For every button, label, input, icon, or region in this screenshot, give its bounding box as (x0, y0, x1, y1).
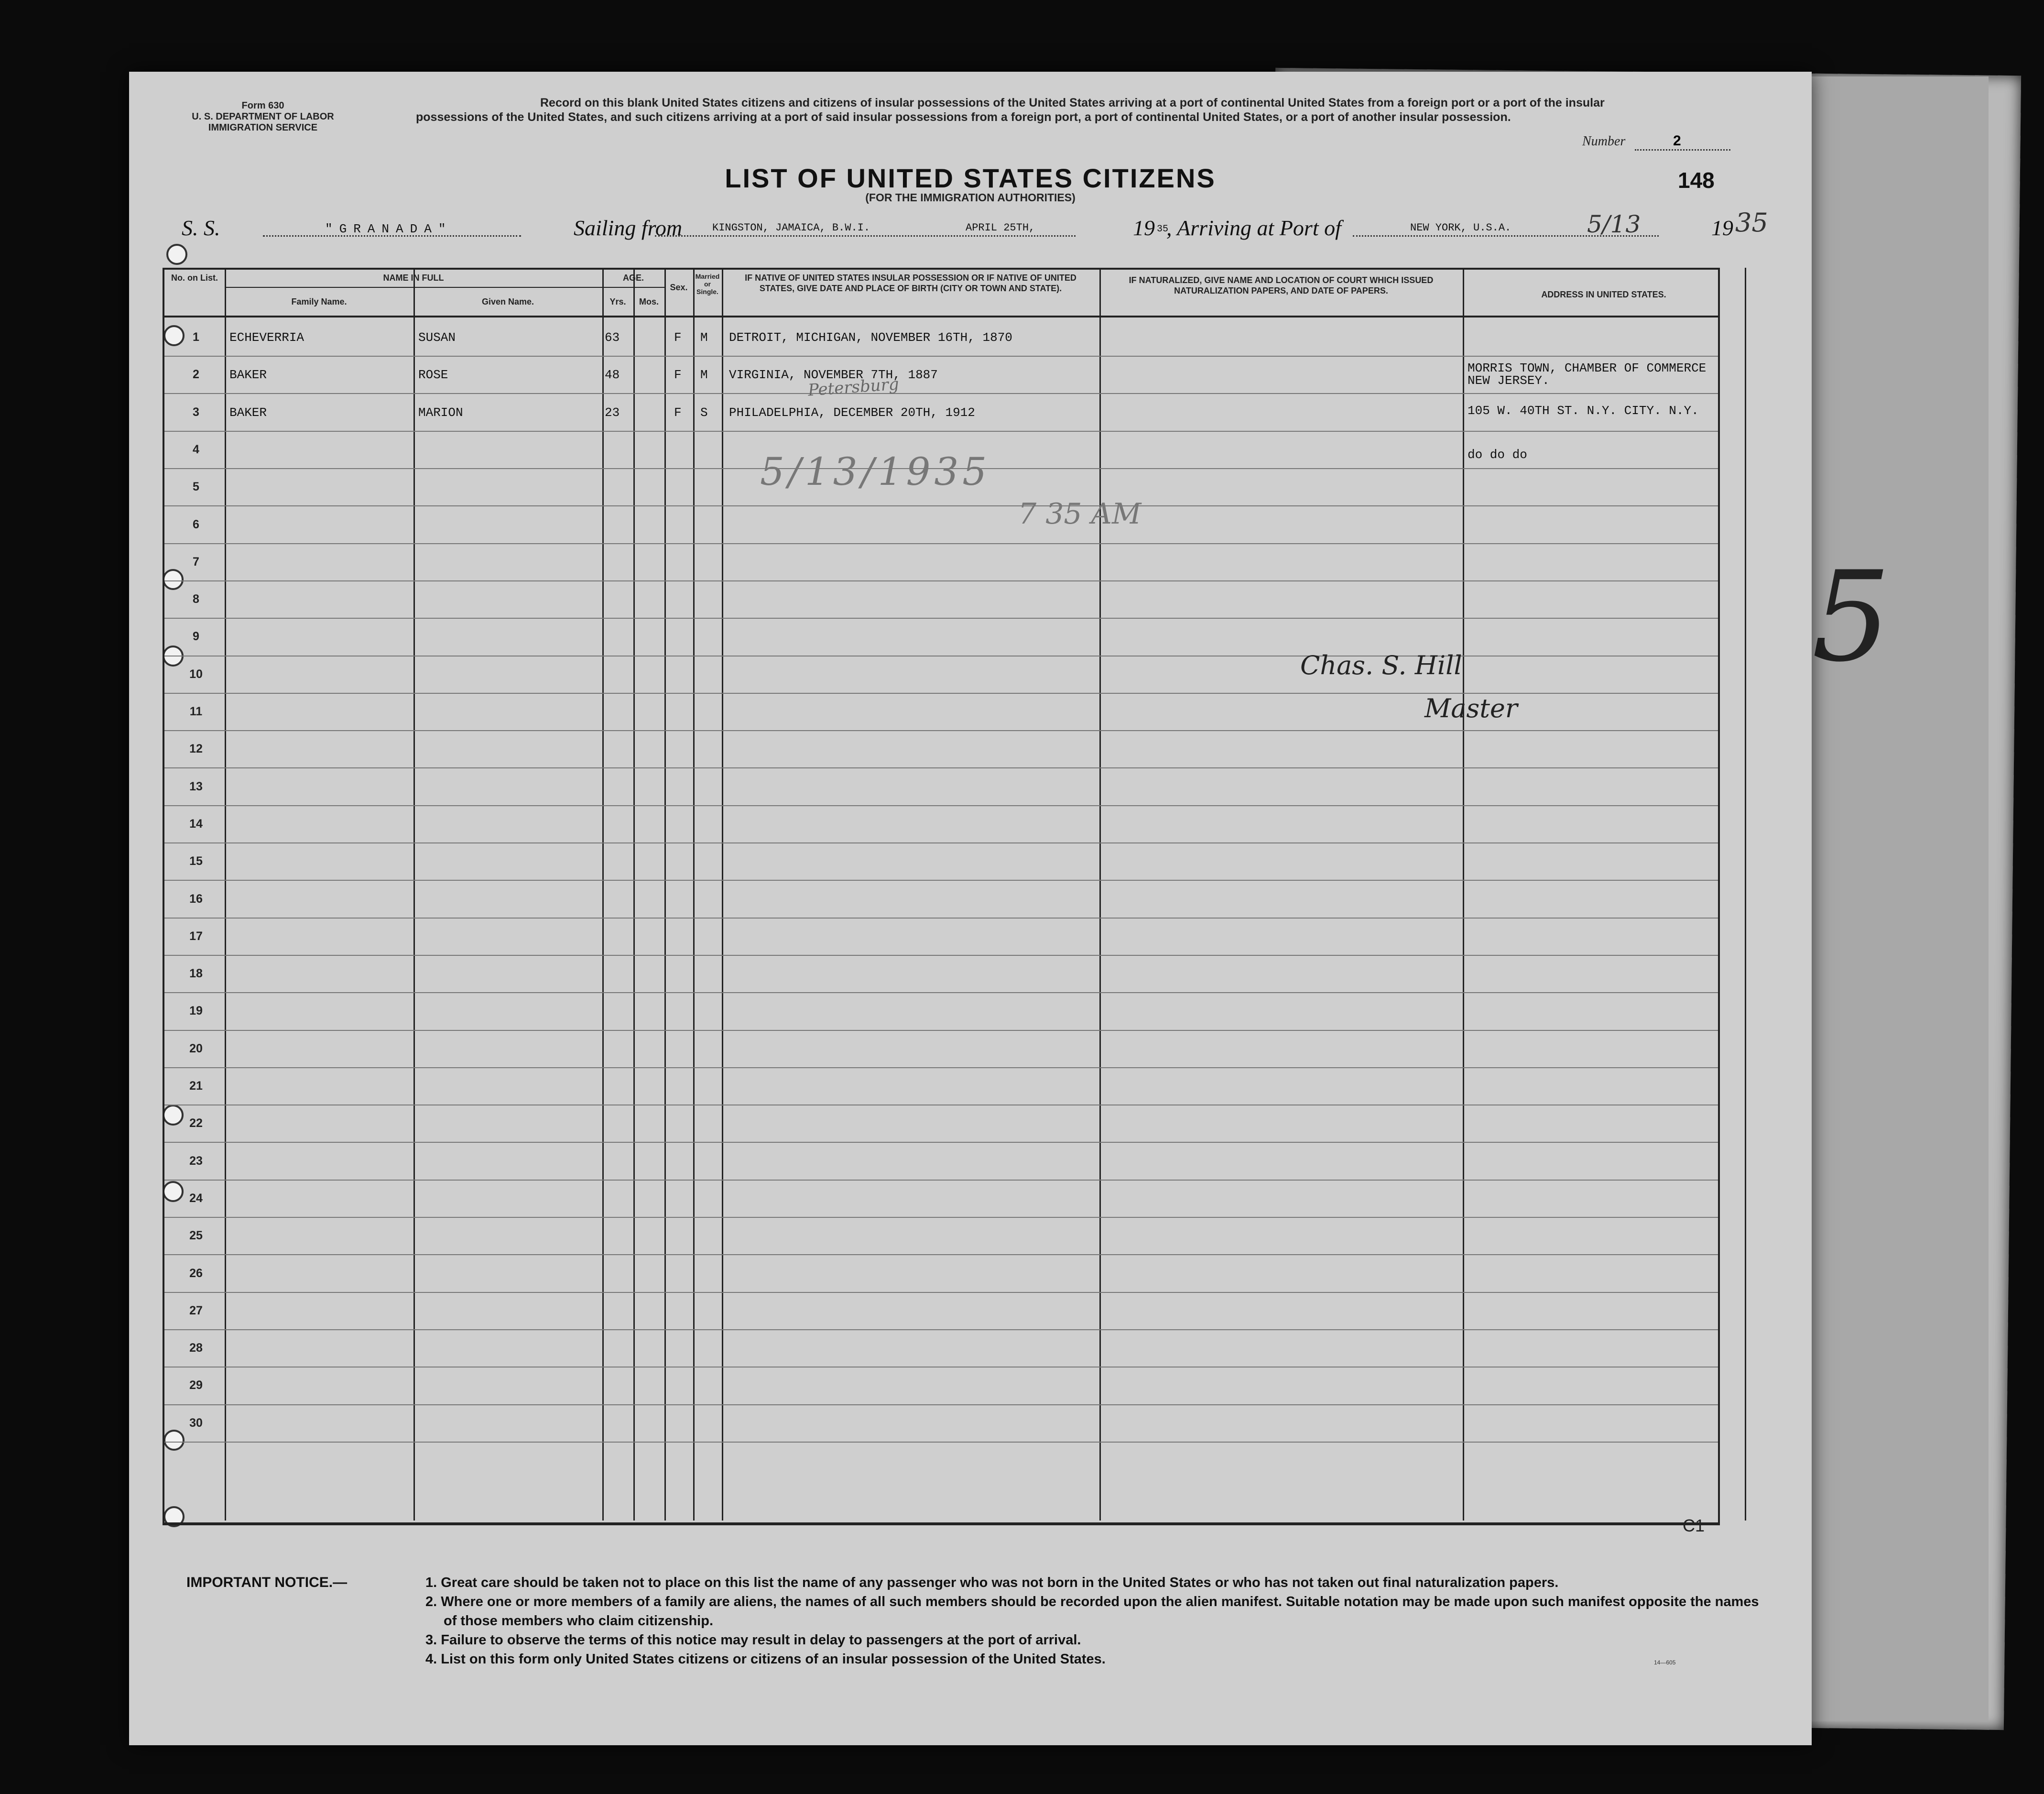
table-row-line (164, 1404, 1718, 1405)
col-divider (664, 268, 666, 1521)
cell-yrs: 48 (605, 368, 620, 383)
notice-items (425, 1573, 1764, 1669)
row-number: 19 (189, 1004, 203, 1018)
col-divider (602, 268, 604, 1521)
number-value: 2 (1673, 133, 1681, 149)
form-id-block (182, 100, 344, 133)
cell-family: BAKER (229, 405, 267, 420)
row-number: 22 (189, 1116, 203, 1130)
col-header-address: ADDRESS IN UNITED STATES. (1541, 290, 1666, 299)
ship-name: "GRANADA" (325, 222, 453, 236)
row-number: 2 (193, 368, 199, 382)
table-row-line (164, 393, 1718, 394)
ship-underline (263, 235, 521, 237)
cell-birth: DETROIT, MICHIGAN, NOVEMBER 16TH, 1870 (729, 330, 1012, 345)
col-divider (693, 268, 695, 1521)
cell-sex: F (674, 405, 682, 420)
row-number: 1 (193, 330, 199, 344)
table-row-line (164, 1254, 1718, 1255)
table-row-line (164, 1329, 1718, 1330)
table-row-line (164, 805, 1718, 806)
table-row-line (164, 356, 1718, 357)
col-divider (1463, 268, 1464, 1521)
page-title: LIST OF UNITED STATES CITIZENS (725, 163, 1216, 193)
notice-item: 1. Great care should be taken not to place on this list the name of any passenger who was not born in the United States or who has not taken out final naturalization papers. (425, 1575, 1559, 1590)
master-title: Master (1424, 693, 1518, 723)
notice-item: 4. List on this form only United States citizens or citizens of an insular possession of the United States. (425, 1652, 1106, 1667)
cell-family: BAKER (229, 368, 267, 383)
cell-ms: S (700, 405, 708, 420)
number-label: Number (1582, 134, 1626, 149)
cell-birth: VIRGINIA, NOVEMBER 7TH, 1887 (729, 368, 938, 383)
table-row-line (164, 842, 1718, 843)
cell-yrs: 23 (605, 405, 620, 420)
page-subtitle: (FOR THE IMMIGRATION AUTHORITIES) (865, 191, 1076, 204)
table-row-line (164, 1030, 1718, 1031)
table-row-line (164, 992, 1718, 993)
row-number: 25 (189, 1229, 203, 1243)
row-number: 21 (189, 1079, 203, 1093)
port-underline (655, 235, 1076, 237)
row-number: 20 (189, 1041, 203, 1055)
table-row-line (164, 431, 1718, 432)
row-number: 11 (189, 705, 203, 718)
cell-sex: F (674, 368, 682, 383)
row-number: 27 (189, 1303, 203, 1317)
department: U. S. DEPARTMENT OF LABOR (192, 111, 334, 122)
table-row-line (164, 505, 1718, 506)
col-divider (413, 268, 415, 1521)
row-number: 24 (189, 1191, 203, 1205)
age-subdivider (602, 287, 664, 288)
table-row-line (164, 1142, 1718, 1143)
arrival-stamp-time: 7 35 AM (1018, 497, 1142, 531)
cell-given: ROSE (418, 368, 448, 383)
table-row-line (164, 730, 1718, 731)
notice-item: 3. Failure to observe the terms of this notice may result in delay to passengers at the port of arrival. (425, 1632, 1081, 1648)
sail-year: 35 (1157, 224, 1169, 235)
row-number: 29 (189, 1378, 203, 1392)
cell-given: MARION (418, 405, 463, 420)
year-prefix-2: 19 (1711, 216, 1733, 240)
cell-ms: M (700, 330, 708, 345)
sailing-label: Sailing from (574, 216, 683, 240)
cell-family: ECHEVERRIA (229, 330, 304, 345)
col-header-naturalized: IF NATURALIZED, GIVE NAME AND LOCATION OF COURT WHICH ISSUED NATURALIZATION PAPERS, AND DATE OF PAPERS. (1129, 275, 1434, 295)
row-number: 18 (189, 967, 203, 981)
row-number: 5 (193, 480, 199, 494)
col-header-no: No. on List. (171, 273, 218, 283)
arriving-label: , Arriving at Port of (1166, 216, 1341, 240)
notice-label: IMPORTANT NOTICE.— (186, 1575, 348, 1590)
row-number: 8 (193, 592, 199, 606)
form-code: C1 (1683, 1516, 1705, 1535)
arrival-year: 35 (1735, 208, 1768, 238)
year-prefix: 19 (1133, 216, 1155, 240)
col-header-yrs: Yrs. (609, 297, 626, 306)
form-number: Form 630 (241, 100, 284, 111)
col-header-married: Married or Single. (695, 273, 720, 295)
row-number: 13 (189, 779, 203, 793)
cell-address: 105 W. 40TH ST. N.Y. CITY. N.Y. (1468, 403, 1699, 418)
row-number: 14 (189, 817, 203, 831)
table-row-line (164, 918, 1718, 919)
col-divider (1745, 268, 1746, 1521)
arrival-date: 5/13 (1587, 210, 1641, 238)
notice-item: 2. Where one or more members of a family are aliens, the names of all such members should be recorded upon the alien manifest. Suitable notation may be made upon such manifest opposite the names of those members who claim citizenship. (425, 1594, 1759, 1629)
row-number: 16 (189, 892, 203, 906)
col-header-family: Family Name. (291, 297, 347, 306)
cell-address: do do do (1468, 447, 1527, 462)
departure-port: KINGSTON, JAMAICA, B.W.I. (712, 222, 870, 234)
arrival-port: NEW YORK, U.S.A. (1410, 222, 1511, 234)
col-divider (1099, 268, 1101, 1521)
header-bottom-rule (164, 316, 1718, 317)
cell-birth: PHILADELPHIA, DECEMBER 20TH, 1912 (729, 405, 975, 420)
row-number: 23 (189, 1154, 203, 1168)
side-number: 5 (1812, 545, 1891, 689)
col-header-name-group: NAME IN FULL (383, 273, 444, 283)
voyage-line (182, 208, 1768, 244)
row-number: 7 (193, 555, 199, 569)
row-number: 10 (189, 667, 203, 681)
arrival-stamp-date: 5/13/1935 (760, 449, 991, 494)
table-row-line (164, 880, 1718, 881)
col-divider (225, 268, 226, 1521)
col-header-mos: Mos. (639, 297, 659, 306)
table-row-line (164, 580, 1718, 581)
row-number: 28 (189, 1341, 203, 1355)
row-number: 6 (193, 517, 199, 531)
name-subdivider (225, 287, 602, 288)
table-row-line (164, 1442, 1718, 1443)
row-number: 12 (189, 742, 203, 756)
table-row-line (164, 543, 1718, 544)
cell-yrs: 63 (605, 330, 620, 345)
master-signature: Chas. S. Hill (1300, 650, 1462, 680)
cell-sex: F (674, 330, 682, 345)
ss-label: S. S. (182, 216, 220, 240)
row-number: 4 (193, 442, 199, 456)
col-header-age: AGE. (622, 273, 644, 283)
col-header-sex: Sex. (670, 283, 688, 292)
row-number: 15 (189, 854, 203, 868)
row-number: 26 (189, 1266, 203, 1280)
col-divider (633, 268, 635, 1521)
col-header-given: Given Name. (481, 297, 534, 306)
form-instructions: Record on this blank United States citizens and citizens of insular possessions of the United States arriving at a port of continental United States from a foreign port or a port of the insular possessions of the United States, and such citizens arriving at a port of said insular possessions from a foreign port, a port of continental United States, or a port of another insular possession. (416, 96, 1605, 124)
row-number: 30 (189, 1416, 203, 1430)
number-underline (1635, 149, 1730, 151)
form-code-small: 14—605 (1654, 1659, 1676, 1666)
table-row-line (164, 1067, 1718, 1068)
cell-address: MORRIS TOWN, CHAMBER OF COMMERCE (1468, 361, 1707, 376)
address-extra: NEW JERSEY. (1468, 373, 1550, 388)
arrival-underline (1353, 235, 1659, 237)
row-number: 9 (193, 630, 199, 644)
table-row-line (164, 767, 1718, 768)
table-row-line (164, 1292, 1718, 1293)
cell-ms: M (700, 368, 708, 383)
service: IMMIGRATION SERVICE (208, 122, 318, 133)
table-row-line (164, 955, 1718, 956)
page-number: 148 (1678, 168, 1715, 193)
row-number: 17 (189, 929, 203, 943)
birth-insert: Petersburg (807, 374, 900, 400)
sail-date: APRIL 25TH, (966, 222, 1035, 234)
cell-given: SUSAN (418, 330, 456, 345)
table-row-line (164, 1180, 1718, 1181)
col-divider (722, 268, 723, 1521)
punch-hole (166, 244, 187, 265)
col-header-birth: IF NATIVE OF UNITED STATES INSULAR POSSESSION OR IF NATIVE OF UNITED STATES, GIVE DATE AND PLACE OF BIRTH (CITY OR TOWN AND STATE). (745, 273, 1076, 293)
row-number: 3 (193, 405, 199, 419)
table-row-line (164, 618, 1718, 619)
manifest-sheet (129, 72, 1812, 1745)
table-row-line (164, 1217, 1718, 1218)
